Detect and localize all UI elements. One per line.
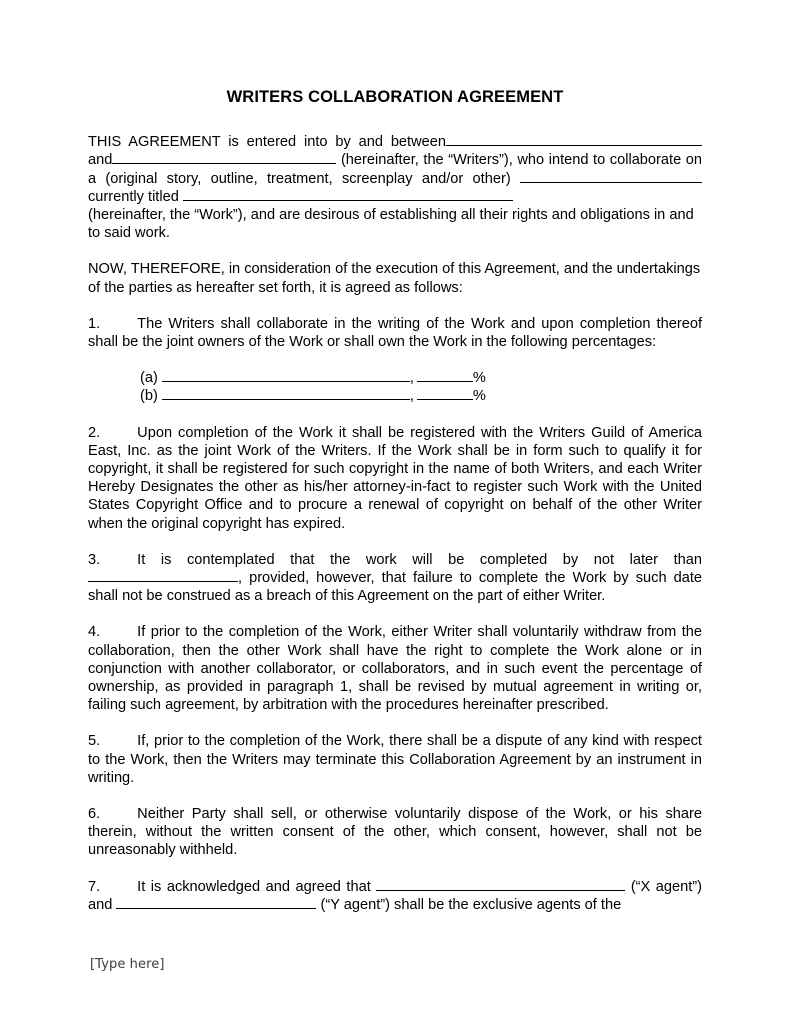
clause-4 xyxy=(88,623,702,714)
clause-1-text: The Writers shall collaborate in the writing of the Work and upon completion thereof shall be the joint owners of the Work or shall own the Work in the following percentages: xyxy=(88,315,702,350)
preamble-paragraph xyxy=(88,133,702,206)
clause-5 xyxy=(88,732,702,787)
clause-4-number: 4. xyxy=(88,624,101,641)
percentage-value-blank-a[interactable] xyxy=(417,369,473,382)
clause-2-text: Upon completion of the Work it shall be registered with the Writers Guild of America East, Inc. as the joint Work of the Writers. If the Work shall be in form such to qualify it for copyright, it shall be registered for such copyright in the name of both Writers, and each Writer Hereby Designates the other as his/her attorney-in-fact to register such Work with the United States Copyright Office and to procure a renewal of copyright on behalf of the other Writer when the original copyright has expired. xyxy=(88,424,702,532)
preamble-text-a: THIS AGREEMENT is entered into by and between xyxy=(88,134,446,151)
preamble-text-c: (hereinafter, the “Writers”), who intend to collaborate on a (original story, outline, treatment, screenplay and/or other) xyxy=(88,152,702,187)
percentage-comma-b: , xyxy=(409,388,414,405)
percentage-symbol-a: % xyxy=(472,370,486,387)
clause-3-text-b: , provided, however, that failure to complete the Work by such date shall not be construed as a breach of this Agreement on the part of either Writer. xyxy=(88,570,702,605)
page-title: WRITERS COLLABORATION AGREEMENT xyxy=(226,88,564,106)
clause-7-text-c: (“Y agent”) shall be the exclusive agents of the xyxy=(320,896,622,913)
x-agent-blank[interactable] xyxy=(376,878,625,891)
work-type-blank[interactable] xyxy=(520,170,702,183)
clause-7 xyxy=(88,878,702,914)
preamble-continuation: (hereinafter, the “Work”), and are desirous of establishing all their rights and obligations in and to said work. xyxy=(88,206,694,242)
percentage-writer-blank-a[interactable] xyxy=(162,369,410,382)
clause-7-number: 7. xyxy=(88,878,101,895)
percentage-symbol-b: % xyxy=(472,388,486,405)
clause-2-number: 2. xyxy=(88,424,101,441)
document-body xyxy=(88,0,702,914)
y-agent-blank[interactable] xyxy=(116,896,316,909)
percentage-value-blank-b[interactable] xyxy=(417,387,473,400)
completion-date-blank[interactable] xyxy=(88,569,238,582)
percentages-block xyxy=(88,369,702,405)
clause-6-number: 6. xyxy=(88,806,101,823)
clause-1 xyxy=(88,315,702,351)
preamble-text-b: and xyxy=(88,152,113,169)
clause-6 xyxy=(88,805,702,860)
percentage-label-b: (b) xyxy=(140,388,158,405)
clause-6-text: Neither Party shall sell, or otherwise voluntarily dispose of the Work, or his share therein, without the written consent of the other, which consent, however, shall not be unreasonably withheld. xyxy=(88,806,702,859)
clause-3-number: 3. xyxy=(88,551,101,568)
clause-5-number: 5. xyxy=(88,733,101,750)
clause-3 xyxy=(88,551,702,606)
footer-type-here-placeholder[interactable]: [Type here] xyxy=(90,957,165,972)
party-two-blank[interactable] xyxy=(112,151,336,164)
work-title-blank[interactable] xyxy=(183,188,513,201)
percentage-writer-blank-b[interactable] xyxy=(162,387,410,400)
whereas-paragraph: NOW, THEREFORE, in consideration of the execution of this Agreement, and the undertakings of the parties as hereafter set forth, it is agreed as follows: xyxy=(88,261,701,296)
clause-1-number: 1. xyxy=(88,315,101,332)
percentage-row-b xyxy=(140,387,702,405)
clause-3-text-a: It is contemplated that the work will be completed by not later than xyxy=(137,551,702,568)
clause-5-text: If, prior to the completion of the Work, there shall be a dispute of any kind with respect to the Work, then the Writers may terminate this Collaboration Agreement by an instrument in writing. xyxy=(88,733,702,786)
percentage-label-a: (a) xyxy=(140,370,158,387)
preamble-text-d: currently titled xyxy=(88,188,179,205)
percentage-comma-a: , xyxy=(409,370,414,387)
clause-4-text: If prior to the completion of the Work, either Writer shall voluntarily withdraw from the collaboration, then the other Work shall have the right to complete the Work alone or in conjunction with another collaborator, or collaborators, and in such event the percentage of ownership, as provided in paragraph 1, shall be revised by mutual agreement in writing or, failing such agreement, by arbitration with the procedures hereinafter prescribed. xyxy=(88,624,702,714)
party-one-blank[interactable] xyxy=(446,133,702,146)
clause-7-text-a: It is acknowledged and agreed that xyxy=(137,878,371,895)
clause-7-text-b: (“X agent”) and xyxy=(88,878,703,913)
clause-2 xyxy=(88,424,702,533)
percentage-row-a xyxy=(140,369,702,387)
